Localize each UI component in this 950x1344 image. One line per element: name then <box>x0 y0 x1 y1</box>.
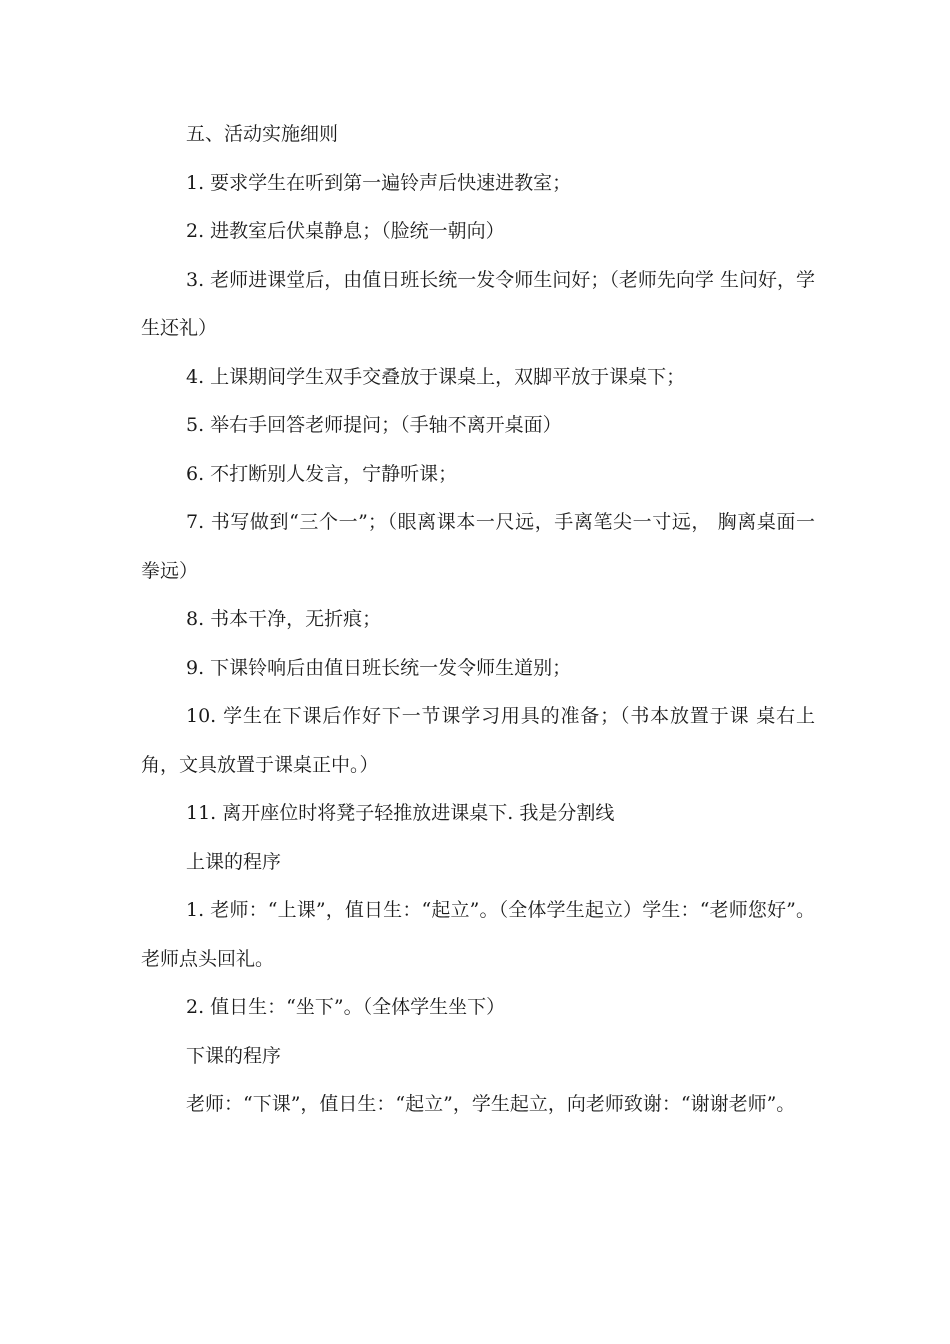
document-body <box>141 110 815 1129</box>
rule-item: 5. 举右手回答老师提问；（手轴不离开桌面） <box>186 414 562 436</box>
procedure-step: 1. 老师：“上课”，值日生：“起立”。（全体学生起立）学生：“老师您好”。老师点头回礼。 <box>141 899 815 970</box>
rule-item: 2. 进教室后伏桌静息；（脸统一朝向） <box>186 220 505 242</box>
rule-item: 9. 下课铃响后由值日班长统一发令师生道别； <box>186 656 572 679</box>
rule-item: 3. 老师进课堂后，由值日班长统一发令师生问好；（老师先向学 生问好，学生还礼） <box>141 268 815 339</box>
rule-item: 10. 学生在下课后作好下一节课学习用具的准备；（书本放置于课 桌右上角，文具放置于课桌正中。） <box>141 705 815 776</box>
rule-item: 4. 上课期间学生双手交叠放于课桌上，双脚平放于课桌下； <box>186 365 686 388</box>
rule-item: 11. 离开座位时将凳子轻推放进课桌下. 我是分割线 <box>186 802 615 824</box>
procedure-heading-class-end: 下课的程序 <box>186 1044 282 1067</box>
procedure-step: 2. 值日生：“坐下”。（全体学生坐下） <box>186 996 506 1018</box>
procedure-heading-class-start: 上课的程序 <box>186 850 282 873</box>
section-heading: 五、活动实施细则 <box>186 123 339 145</box>
procedure-step: 老师：“下课”，值日生：“起立”，学生起立，向老师致谢：“谢谢老师”。 <box>186 1093 796 1115</box>
rule-item: 7. 书写做到“三个一”；（眼离课本一尺远，手离笔尖一寸远， 胸离桌面一拳远） <box>141 511 815 582</box>
rule-item: 1. 要求学生在听到第一遍铃声后快速进教室； <box>186 171 572 194</box>
rule-item: 8. 书本干净，无折痕； <box>186 608 382 630</box>
rule-item: 6. 不打断别人发言，宁静听课； <box>186 462 458 485</box>
